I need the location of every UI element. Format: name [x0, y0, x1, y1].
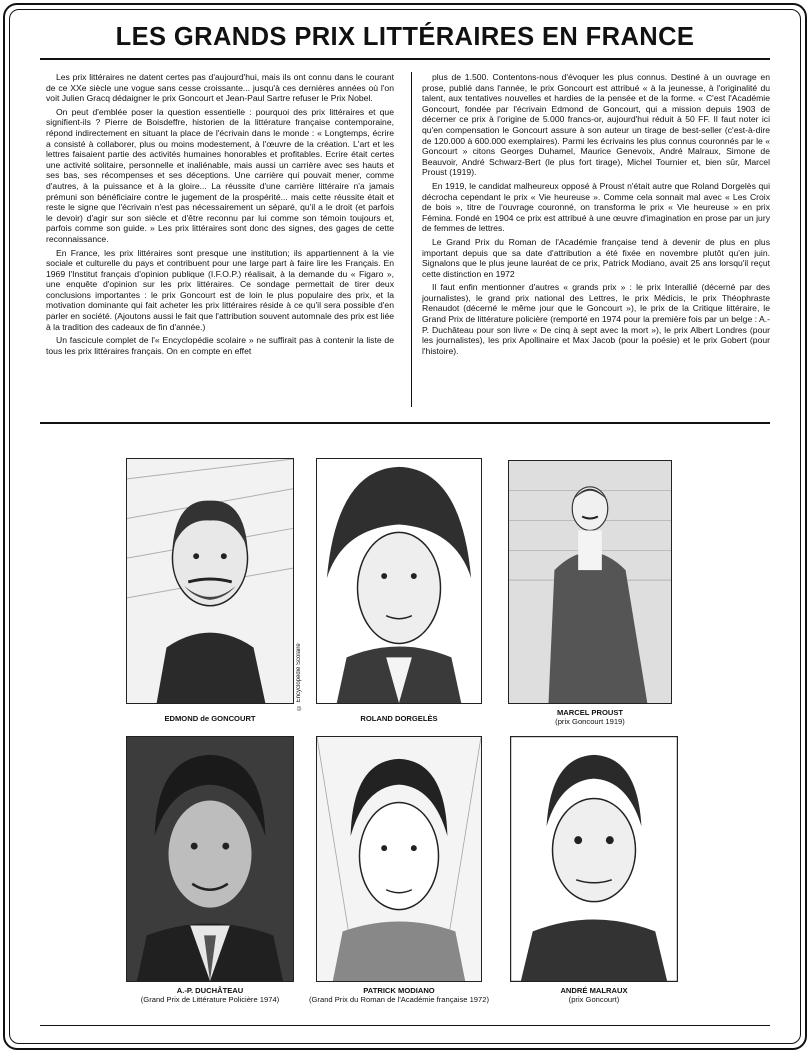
copyright-note: © Encyclopédie Scolaire	[296, 643, 302, 710]
column-divider	[411, 72, 412, 407]
paragraph: En 1919, le candidat malheureux opposé à Proust n'était autre que Roland Dorgelès qui décrocha cependant le prix « Vie heureuse ». Comme cela sonnait mal avec « Les Croix de bois », titre de l'ouvrage couronné, on transforma le prix « Vie heureuse » en prix Fémina. Fondé en 1904 ce prix est attribué à une œuvre d'imagination en prose par un jury de femmes de lettres.	[422, 180, 770, 234]
left-column	[46, 72, 394, 412]
caption-dorgeles	[306, 714, 492, 723]
paragraph: plus de 1.500. Contentons-nous d'évoquer les plus connus. Destiné à un ouvrage en prose, publié dans l'année, le prix Goncourt est attribué « à la jeunesse, à l'originalité du talent, aux tentatives nouvelles et hardies de la pensée et de la forme. « C'est l'Académie Goncourt, fondée par l'écrivain Edmond de Goncourt, qui a mission depuis 1903 de décerner ce prix à l'origine de 5.000 francs-or, aujourd'hui réduit à 50 FF. Il faut noter ici qu'en compensation le Goncourt assure à son auteur un tirage de best-seller (c'est-à-dire de 120.000 à 600.000 exemplaires). Parmi les écrivains les plus connus couronnés par le « Goncourt » citons Georges Duhamel, Maurice Genevoix, André Malraux, Simone de Beauvoir, André Schwarz-Bert (le plus fort tirage), Michel Tournier et, bien sûr, Marcel Proust (1919).	[422, 72, 770, 178]
portrait-goncourt	[126, 458, 294, 704]
caption-note: (prix Goncourt)	[568, 995, 620, 1004]
paragraph: On peut d'emblée poser la question essentielle : pourquoi des prix littéraires et que signifient-ils ? Pierre de Boisdeffre, historien de la littérature française contemporaine, répond indirectement en situant la place de l'écrivain dans le monde : « Longtemps, écrire a consisté à collaborer, plus ou moins modestement, à l'œuvre de la création. L'art et les lettres faisaient partie des activités humaines honorables et profitables. Ecrire était certes une activité solitaire, personnelle et inaliénable, mais aussi un carrière avec ses hauts et ses bas, ses récompenses et ses déceptions. Une carrière qui pouvait mener, comme d'autres, à la puissance et à la gloire... La réussite d'une carrière littéraire n'a jamais prémuni son bénéficiaire contre le jugement de la prospérité... mais cette réussite était et reste le signe que l'écrivain n'est pas nécessairement un séparé, qu'il a le droit (et parfois le devoir) d'agir sur son siècle et d'être reconnu par lui comme son témoin toujours et, parfois comme son guide. » Les prix littéraires sont donc des signes, des gages de cette reconnaissance.	[46, 106, 394, 244]
paragraph: Il faut enfin mentionner d'autres « grands prix » : le prix Interallié (décerné par des journalistes), le grand prix national des Lettres, le prix Médicis, le prix Théophraste Renaudot (décerné le même jour que le Goncourt »), le prix de la Critique littéraire, le Grand Prix de littérature policière (remporté en 1974 pour la première fois par un belge : A.-P. Duchâteau pour son livre « De cinq à sept avec la mort »), le prix Albert Londres (pour les journalistes), les prix Apollinaire et Max Jacob (pour la poésie) et le prix Gobert (pour l'histoire).	[422, 282, 770, 356]
caption-duchateau	[96, 986, 324, 1004]
portrait-dorgeles	[316, 458, 482, 704]
paragraph: En France, les prix littéraires sont presque une institution; ils appartiennent à la vie sociale et culturelle du pays et contribuent pour une large part à faire lire les Français. En 1969 l'Institut français d'opinion publique (I.F.O.P.) réalisait, à la demande du « Figaro », une enquête d'opinion sur les prix littéraires. Ce sondage permettait de tirer deux conclusions importantes : le prix Goncourt est de loin le plus populaire des prix, et la motivation dominante qui fait acheter les prix littéraires réside à ce qu'il sera possible d'en parler en société. (Ajoutons aussi le fait que l'attribution souvent automnale des prix est liée à la tradition des cadeaux de fin d'année.)	[46, 247, 394, 332]
caption-goncourt	[116, 714, 304, 723]
caption-name: ROLAND DORGELÈS	[360, 714, 438, 723]
caption-modiano	[296, 986, 502, 1004]
portrait-duchateau	[126, 736, 294, 982]
caption-note: (Grand Prix de Littérature Policière 1974)	[140, 995, 280, 1004]
caption-name: EDMOND de GONCOURT	[164, 714, 256, 723]
right-column	[422, 72, 770, 412]
portrait-proust	[508, 460, 672, 704]
bottom-divider	[40, 1025, 770, 1026]
portrait-malraux	[510, 736, 678, 982]
caption-name: ANDRÉ MALRAUX	[560, 986, 628, 995]
page-title: LES GRANDS PRIX LITTÉRAIRES EN FRANCE	[115, 23, 695, 51]
portrait-modiano	[316, 736, 482, 982]
caption-malraux	[500, 986, 688, 1004]
caption-proust	[498, 708, 682, 726]
paragraph: Un fascicule complet de l'« Encyclopédie scolaire » ne suffirait pas à contenir la liste de tous les prix littéraires français. On en compte en effet	[46, 335, 394, 356]
paragraph: Les prix littéraires ne datent certes pas d'aujourd'hui, mais ils ont connu dans le courant de ce XXe siècle une vogue sans cesse croissante... jusqu'à ces dernières années où l'on voit Julien Gracq dédaigner le prix Goncourt et Jean-Paul Sartre refuser le Prix Nobel.	[46, 72, 394, 104]
caption-name: MARCEL PROUST	[556, 708, 624, 717]
caption-name: PATRICK MODIANO	[363, 986, 435, 995]
caption-name: A.-P. DUCHÂTEAU	[176, 986, 244, 995]
caption-note: (Grand Prix du Roman de l'Académie française 1972)	[309, 995, 489, 1004]
caption-note: (prix Goncourt 1919)	[555, 717, 625, 726]
paragraph: Le Grand Prix du Roman de l'Académie française tend à devenir de plus en plus important depuis que sa date d'attribution a été fixée en novembre plutôt qu'en juin. Signalons que le plus jeune lauréat de ce prix, Patrick Modiano, avait 25 ans lorsqu'il reçut cette distinction en 1972	[422, 236, 770, 279]
section-divider	[40, 422, 770, 424]
article-body	[46, 72, 770, 412]
title-divider	[40, 58, 770, 60]
